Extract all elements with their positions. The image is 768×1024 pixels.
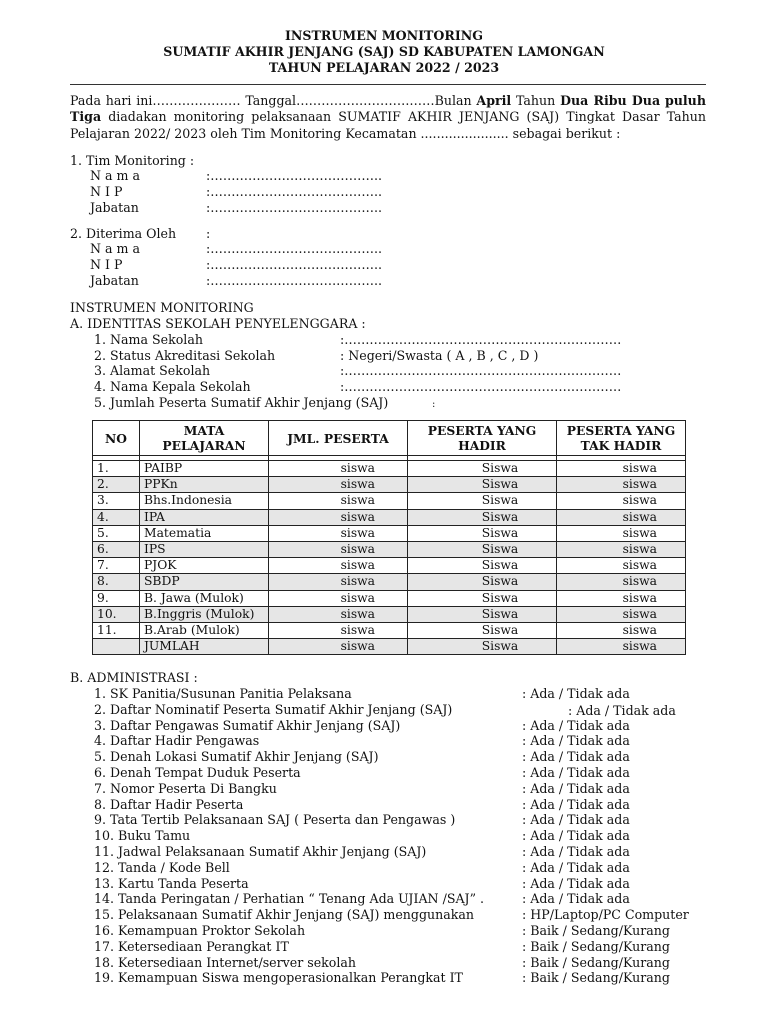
peserta-tak-hadir-cell: siswa: [557, 622, 686, 638]
admin-item-label: 18. Ketersediaan Internet/server sekolah: [94, 954, 357, 970]
col-header-jml: [269, 421, 408, 456]
jml-peserta-cell: siswa: [269, 622, 408, 638]
col-header-tak-hadir: [557, 421, 686, 456]
peserta-tak-hadir-cell: siswa: [557, 574, 686, 590]
header-divider: [70, 84, 706, 85]
admin-item-label: 1. SK Panitia/Susunan Panitia Pelaksana: [94, 686, 352, 701]
peserta-tak-hadir-cell: siswa: [557, 558, 686, 574]
diterima-nip-field: :…………………………………..: [206, 257, 382, 272]
mapel-cell: B. Jawa (Mulok): [140, 590, 269, 606]
peserta-tak-hadir-cell: siswa: [557, 639, 686, 655]
peserta-hadir-cell: Siswa: [408, 477, 557, 493]
mapel-cell: PPKn: [140, 477, 269, 493]
table-row: [93, 461, 686, 477]
table-row: [93, 541, 686, 557]
row-number-cell: 4.: [93, 509, 140, 525]
peserta-tak-hadir-cell: siswa: [557, 477, 686, 493]
identitas-label: 5. Jumlah Peserta Sumatif Akhir Jenjang (SAJ): [94, 395, 389, 410]
identitas-value: :…………………………………………………………: [340, 332, 622, 347]
intro-paragraph: [70, 93, 706, 142]
admin-item-value: : Ada / Tidak ada: [522, 812, 630, 828]
jml-peserta-cell: siswa: [269, 525, 408, 541]
row-number-cell: 6.: [93, 541, 140, 557]
admin-item-label: 11. Jadwal Pelaksanaan Sumatif Akhir Jenjang (SAJ): [94, 844, 427, 859]
peserta-tak-hadir-cell: siswa: [557, 590, 686, 606]
identitas-label: 4. Nama Kepala Sekolah: [94, 379, 251, 394]
peserta-tak-hadir-cell: siswa: [557, 541, 686, 557]
row-number-cell: 8.: [93, 574, 140, 590]
diterima-jabatan-label: Jabatan: [90, 273, 139, 288]
peserta-tak-hadir-cell: siswa: [557, 606, 686, 622]
tim-nip-field: :…………………………………..: [206, 184, 382, 199]
section-a-title: A. IDENTITAS SEKOLAH PENYELENGGARA :: [70, 316, 366, 331]
identitas-label: 2. Status Akreditasi Sekolah: [94, 348, 276, 363]
table-row: [93, 606, 686, 622]
jml-peserta-cell: siswa: [269, 639, 408, 655]
admin-item-label: 9. Tata Tertib Pelaksanaan SAJ ( Peserta dan Pengawas ): [94, 812, 456, 828]
table-row: [93, 622, 686, 638]
col-header-jml-text: JML. PESERTA: [287, 430, 389, 446]
peserta-hadir-cell: Siswa: [408, 622, 557, 638]
peserta-hadir-cell: Siswa: [408, 590, 557, 606]
admin-item-label: 15. Pelaksanaan Sumatif Akhir Jenjang (SAJ) menggunakan: [94, 907, 475, 923]
admin-item-value: : Ada / Tidak ada: [522, 844, 630, 859]
tim-jabatan-field: :…………………………………..: [206, 200, 382, 215]
tim-nip-label: N I P: [90, 184, 123, 199]
doc-title-line3: TAHUN PELAJARAN 2022 / 2023: [268, 60, 500, 75]
tim-jabatan-label: Jabatan: [90, 200, 139, 215]
col-header-hadir-line1: PESERTA YANG: [427, 423, 537, 438]
intro-text-3: diadakan monitoring pelaksanaan SUMATIF AKHIR JENJANG (SAJ) Tingkat Dasar Tahun Pelajaran 2022/ 2023 oleh Tim Monitoring Kecamatan ...................... sebagai berikut :: [70, 109, 706, 141]
admin-item-label: 19. Kemampuan Siswa mengoperasionalkan Perangkat IT: [94, 970, 463, 986]
col-header-hadir-line2: HADIR: [458, 438, 506, 453]
jml-peserta-cell: siswa: [269, 509, 408, 525]
admin-item-value: : Ada / Tidak ada: [522, 796, 630, 812]
doc-title-line1: INSTRUMEN MONITORING: [284, 28, 484, 43]
mapel-cell: B.Inggris (Mulok): [140, 606, 269, 622]
mapel-cell: PJOK: [140, 558, 269, 574]
admin-item-label: 2. Daftar Nominatif Peserta Sumatif Akhir Jenjang (SAJ): [94, 701, 453, 717]
table-row: [93, 477, 686, 493]
admin-item-value: : Ada / Tidak ada: [522, 765, 630, 780]
table-row: [93, 590, 686, 606]
mapel-cell: IPA: [140, 509, 269, 525]
mapel-cell: PAIBP: [140, 461, 269, 477]
mapel-cell: Bhs.Indonesia: [140, 493, 269, 509]
mapel-cell: Matematia: [140, 525, 269, 541]
table-row: [93, 558, 686, 574]
col-header-mapel: [140, 421, 269, 456]
doc-title-line2: SUMATIF AKHIR JENJANG (SAJ) SD KABUPATEN LAMONGAN: [163, 44, 605, 59]
row-number-cell: 1.: [93, 461, 140, 477]
row-number-cell: 11.: [93, 622, 140, 638]
admin-item-label: 17. Ketersediaan Perangkat IT: [94, 938, 289, 954]
admin-item-value: : Baik / Sedang/Kurang: [522, 954, 670, 970]
admin-item-label: 10. Buku Tamu: [94, 828, 191, 844]
jml-peserta-cell: siswa: [269, 477, 408, 493]
peserta-hadir-cell: Siswa: [408, 541, 557, 557]
mapel-cell: B.Arab (Mulok): [140, 622, 269, 638]
col-header-no-text: NO: [105, 430, 127, 446]
admin-item-value: : Ada / Tidak ada: [522, 828, 630, 844]
jml-peserta-cell: siswa: [269, 574, 408, 590]
intro-month: April: [476, 93, 512, 108]
diterima-oleh-colon: :: [206, 226, 211, 241]
admin-item-label: 13. Kartu Tanda Peserta: [94, 875, 249, 891]
peserta-hadir-cell: Siswa: [408, 574, 557, 590]
admin-item-label: 16. Kemampuan Proktor Sekolah: [94, 923, 306, 938]
diterima-oleh-title: 2. Diterima Oleh: [70, 226, 177, 241]
admin-item-label: 6. Denah Tempat Duduk Peserta: [94, 765, 301, 780]
table-row: [93, 509, 686, 525]
admin-item-value: : Ada / Tidak ada: [522, 780, 630, 796]
admin-item-label: 4. Daftar Hadir Pengawas: [94, 733, 260, 749]
diterima-nip-label: N I P: [90, 257, 123, 272]
row-number-cell: 7.: [93, 558, 140, 574]
admin-item-label: 14. Tanda Peringatan / Perhatian “ Tenang Ada UJIAN /SAJ” .: [94, 891, 485, 907]
mapel-cell: SBDP: [140, 574, 269, 590]
peserta-tak-hadir-cell: siswa: [557, 525, 686, 541]
peserta-tak-hadir-cell: siswa: [557, 493, 686, 509]
table-row: [93, 525, 686, 541]
jml-peserta-cell: siswa: [269, 606, 408, 622]
jml-peserta-cell: siswa: [269, 590, 408, 606]
section-b-title: B. ADMINISTRASI :: [70, 670, 198, 685]
row-number-cell: [93, 639, 140, 655]
col-header-tak-line2: TAK HADIR: [580, 438, 662, 453]
admin-item-label: 5. Denah Lokasi Sumatif Akhir Jenjang (SAJ): [94, 749, 379, 765]
tim-monitoring-title: 1. Tim Monitoring :: [70, 153, 195, 168]
admin-item-value: : Ada / Tidak ada: [522, 875, 630, 891]
col-header-hadir: [408, 421, 557, 456]
admin-item-value: : Ada / Tidak ada: [522, 749, 630, 765]
admin-item-value: : Ada / Tidak ada: [568, 702, 676, 718]
peserta-hadir-cell: Siswa: [408, 493, 557, 509]
jml-peserta-cell: siswa: [269, 493, 408, 509]
identitas-label: 1. Nama Sekolah: [94, 332, 203, 347]
admin-item-value: : Ada / Tidak ada: [522, 733, 630, 749]
table-row: [93, 639, 686, 655]
row-number-cell: 2.: [93, 477, 140, 493]
peserta-hadir-cell: Siswa: [408, 525, 557, 541]
peserta-tak-hadir-cell: siswa: [557, 509, 686, 525]
identitas-value: : Negeri/Swasta ( A , B , C , D ): [340, 348, 539, 363]
identitas-value: :: [432, 399, 436, 410]
section-title: INSTRUMEN MONITORING: [70, 300, 254, 315]
col-header-mapel-line1: MATA: [183, 423, 225, 438]
mapel-cell: IPS: [140, 541, 269, 557]
jml-peserta-cell: siswa: [269, 541, 408, 557]
peserta-table: [92, 420, 686, 655]
admin-item-label: 3. Daftar Pengawas Sumatif Akhir Jenjang (SAJ): [94, 717, 401, 733]
identitas-value: :…………………………………………………………: [340, 379, 622, 394]
admin-item-value: : Ada / Tidak ada: [522, 686, 630, 701]
mapel-cell: JUMLAH: [140, 639, 269, 655]
intro-text-1: Pada hari ini………………… Tanggal……………………………Bulan: [70, 93, 477, 108]
jml-peserta-cell: siswa: [269, 461, 408, 477]
admin-item-value: : Baik / Sedang/Kurang: [522, 923, 670, 938]
col-header-no: [93, 421, 140, 456]
diterima-nama-field: :…………………………………..: [206, 241, 382, 256]
jml-peserta-cell: siswa: [269, 558, 408, 574]
admin-item-value: : HP/Laptop/PC Computer: [522, 907, 689, 923]
intro-text-2: Tahun: [511, 93, 561, 108]
peserta-hadir-cell: Siswa: [408, 509, 557, 525]
tim-nama-label: N a m a: [90, 168, 140, 183]
row-number-cell: 5.: [93, 525, 140, 541]
diterima-nama-label: N a m a: [90, 241, 140, 256]
admin-item-label: 7. Nomor Peserta Di Bangku: [94, 780, 277, 796]
peserta-hadir-cell: Siswa: [408, 461, 557, 477]
col-header-mapel-line2: PELAJARAN: [162, 438, 246, 453]
table-row: [93, 493, 686, 509]
row-number-cell: 10.: [93, 606, 140, 622]
row-number-cell: 9.: [93, 590, 140, 606]
peserta-hadir-cell: Siswa: [408, 606, 557, 622]
diterima-jabatan-field: :…………………………………..: [206, 273, 382, 288]
col-header-tak-line1: PESERTA YANG: [566, 423, 676, 438]
admin-item-value: : Baik / Sedang/Kurang: [522, 938, 670, 954]
admin-item-value: : Baik / Sedang/Kurang: [522, 970, 670, 986]
intro-year-words-1: Dua Ribu Dua: [560, 93, 661, 108]
peserta-tak-hadir-cell: siswa: [557, 461, 686, 477]
peserta-hadir-cell: Siswa: [408, 639, 557, 655]
table-header-row: [93, 421, 686, 456]
admin-item-value: : Ada / Tidak ada: [522, 891, 630, 907]
intro-year-words-2: puluh Tiga: [70, 93, 706, 125]
table-row: [93, 574, 686, 590]
peserta-hadir-cell: Siswa: [408, 558, 557, 574]
tim-nama-field: :…………………………………..: [206, 168, 382, 183]
identitas-value: :…………………………………………………………: [340, 363, 622, 378]
admin-item-value: : Ada / Tidak ada: [522, 717, 630, 733]
row-number-cell: 3.: [93, 493, 140, 509]
admin-item-label: 12. Tanda / Kode Bell: [94, 859, 230, 875]
admin-item-value: : Ada / Tidak ada: [522, 859, 630, 875]
admin-item-label: 8. Daftar Hadir Peserta: [94, 796, 244, 812]
identitas-label: 3. Alamat Sekolah: [94, 363, 211, 378]
